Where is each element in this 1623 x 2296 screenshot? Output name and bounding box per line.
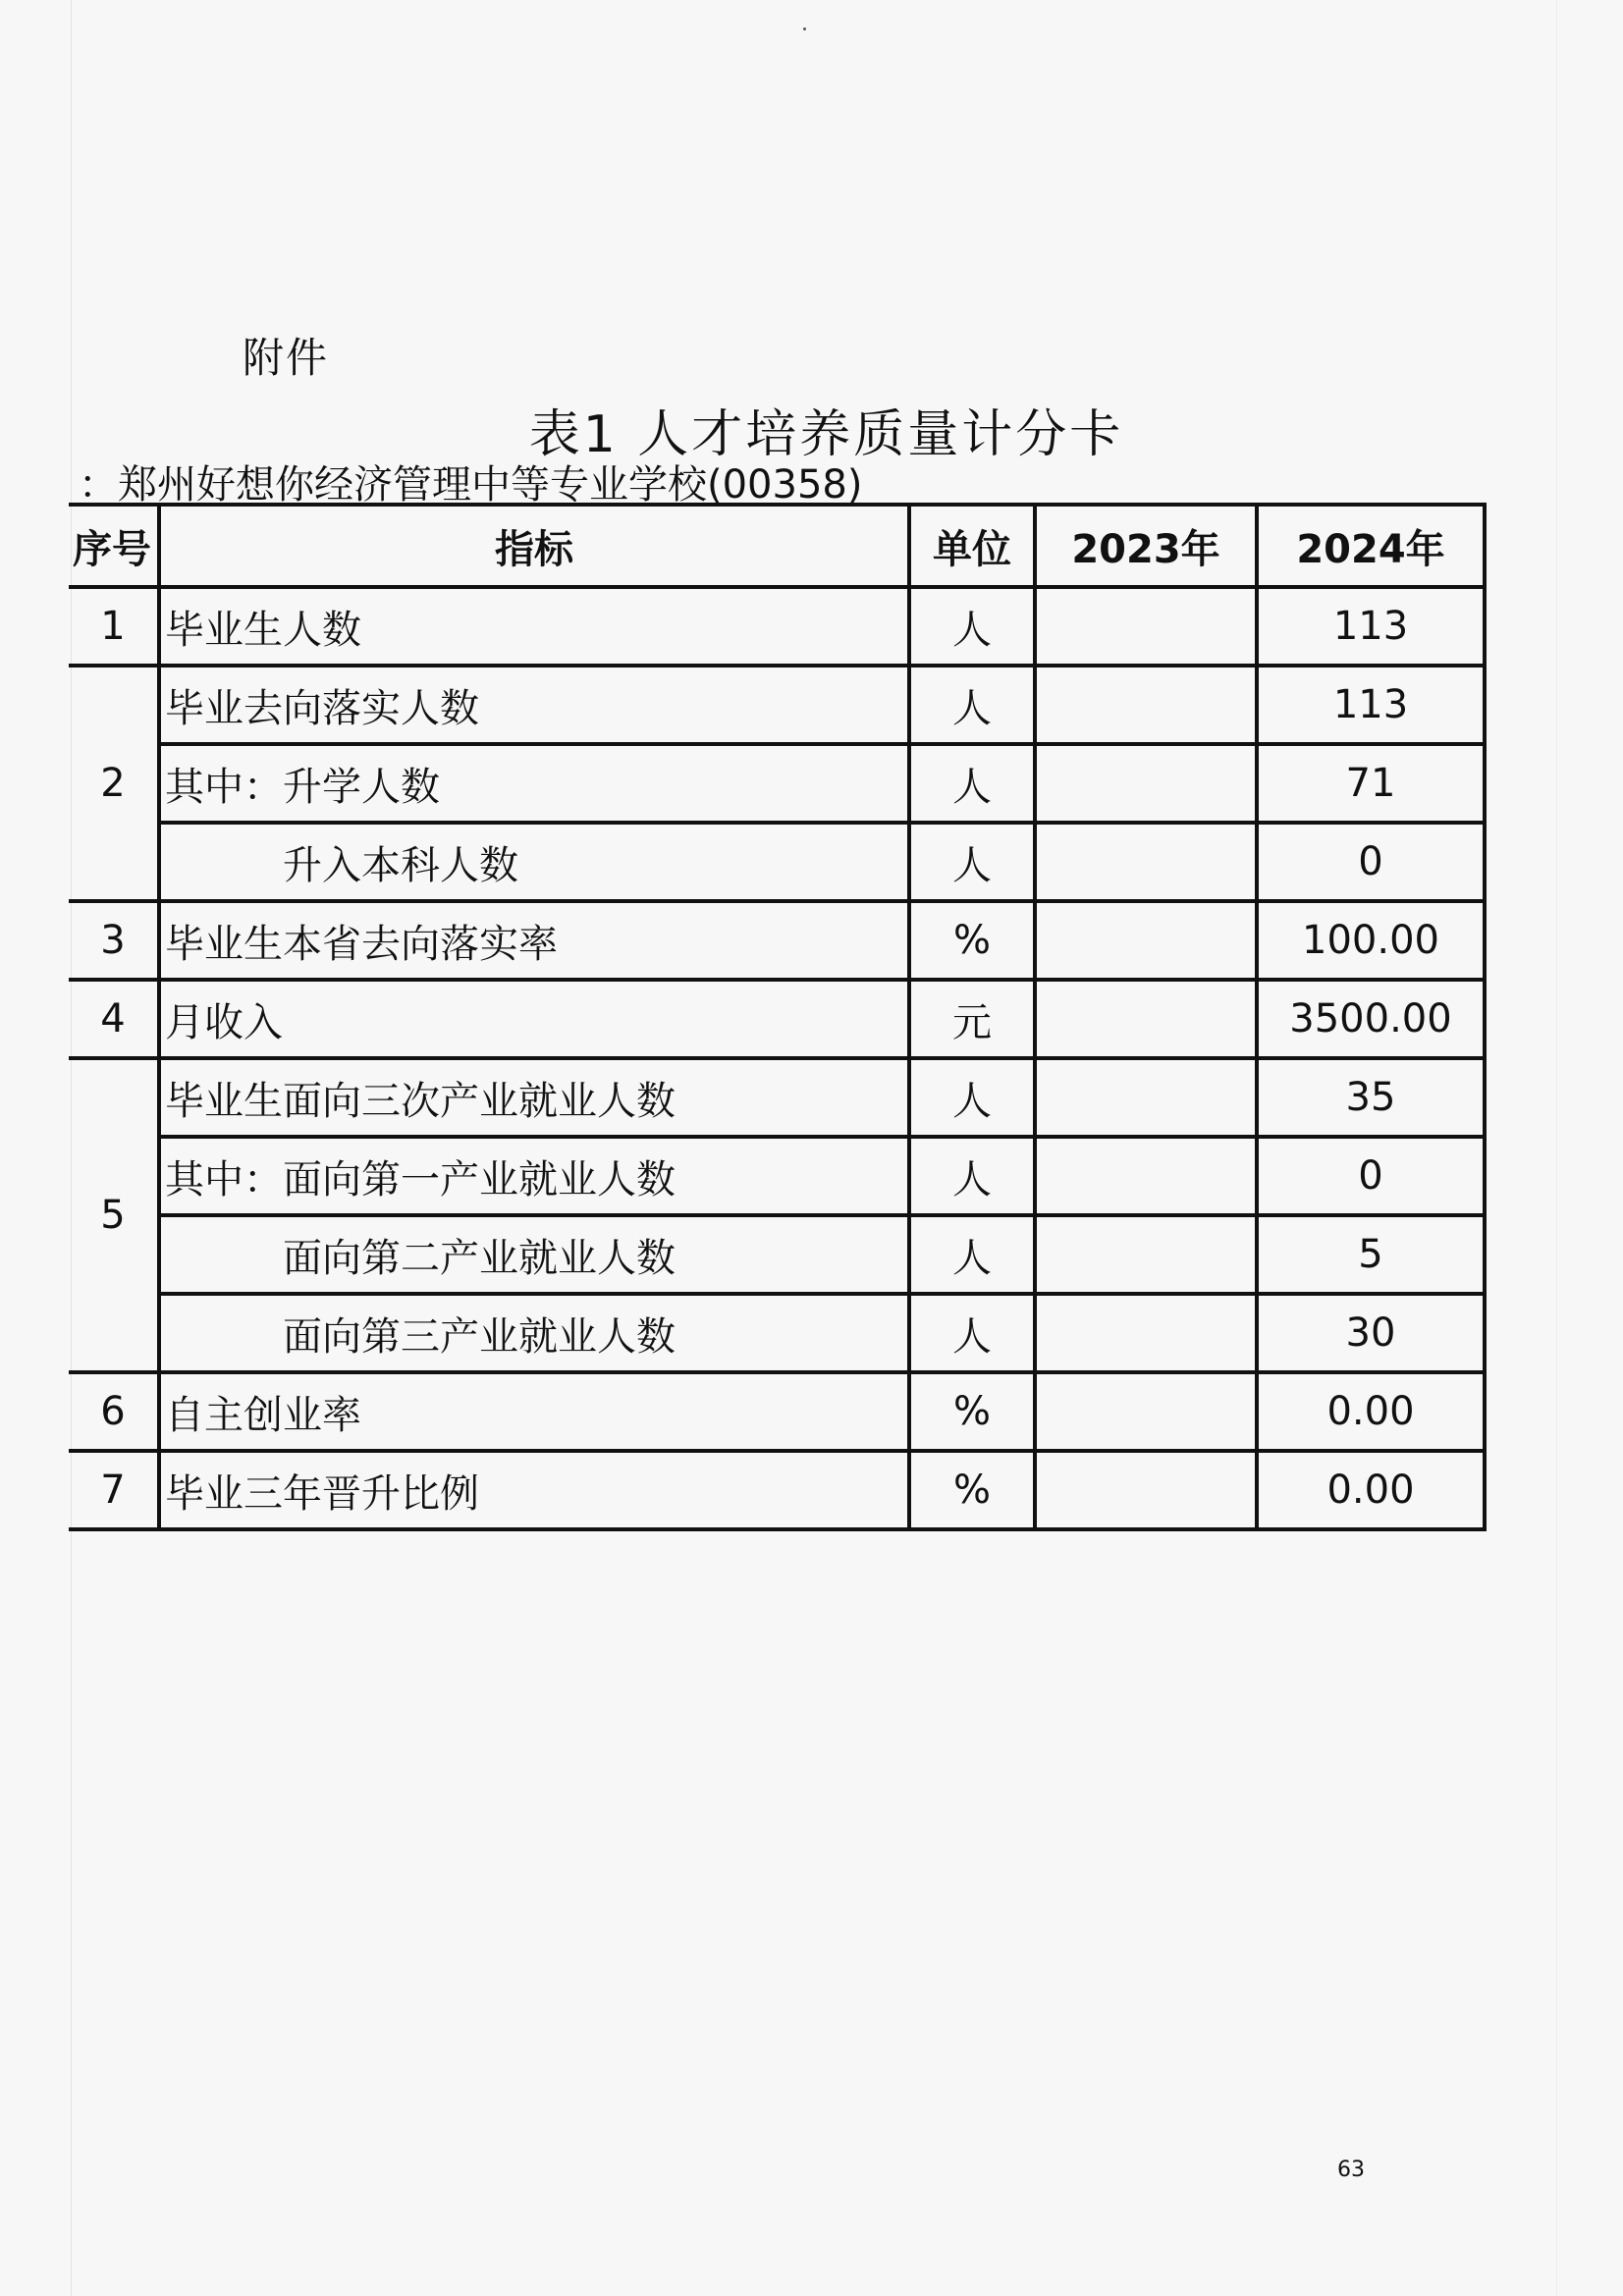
header-2023: 2023年 <box>1035 505 1257 587</box>
school-name: ：郑州好想你经济管理中等专业学校(00358) <box>79 462 863 507</box>
row-indicator: 面向第三产业就业人数 <box>159 1294 909 1372</box>
table-row <box>69 1137 1485 1215</box>
row-unit: 人 <box>909 666 1035 744</box>
row-value-2024: 3500.00 <box>1257 980 1485 1058</box>
row-unit: 人 <box>909 1215 1035 1294</box>
table-row <box>69 744 1485 823</box>
row-indicator: 毕业生面向三次产业就业人数 <box>159 1058 909 1137</box>
row-value-2024: 71 <box>1257 744 1485 823</box>
row-value-2024: 30 <box>1257 1294 1485 1372</box>
row-indicator: 毕业生本省去向落实率 <box>159 901 909 980</box>
row-indicator: 升入本科人数 <box>159 823 909 901</box>
row-value-2024: 0.00 <box>1257 1372 1485 1451</box>
row-unit: 人 <box>909 1294 1035 1372</box>
row-value-2024: 100.00 <box>1257 901 1485 980</box>
row-unit: 人 <box>909 744 1035 823</box>
row-indicator: 毕业生人数 <box>159 587 909 666</box>
header-unit: 单位 <box>909 505 1035 587</box>
table-row <box>69 1294 1485 1372</box>
table-title: 表1 人才培养质量计分卡 <box>528 405 1124 464</box>
row-value-2024: 113 <box>1257 666 1485 744</box>
page-right-edge <box>1556 0 1557 2296</box>
row-value-2023 <box>1035 823 1257 901</box>
row-value-2024: 35 <box>1257 1058 1485 1137</box>
row-seq: 1 <box>69 587 159 666</box>
table-row <box>69 587 1485 666</box>
table-row <box>69 1372 1485 1451</box>
row-unit: 人 <box>909 587 1035 666</box>
page-number: 63 <box>1337 2158 1365 2182</box>
row-indicator: 毕业去向落实人数 <box>159 666 909 744</box>
row-indicator: 其中：面向第一产业就业人数 <box>159 1137 909 1215</box>
row-value-2024: 0 <box>1257 823 1485 901</box>
row-value-2023 <box>1035 1451 1257 1529</box>
row-value-2023 <box>1035 666 1257 744</box>
row-indicator: 月收入 <box>159 980 909 1058</box>
row-unit: 人 <box>909 1058 1035 1137</box>
header-indicator: 指标 <box>159 505 909 587</box>
row-value-2023 <box>1035 744 1257 823</box>
header-2024: 2024年 <box>1257 505 1485 587</box>
row-unit: % <box>909 1372 1035 1451</box>
table-row <box>69 1451 1485 1529</box>
row-value-2024: 0 <box>1257 1137 1485 1215</box>
row-unit: 元 <box>909 980 1035 1058</box>
table-row <box>69 823 1485 901</box>
row-value-2023 <box>1035 1137 1257 1215</box>
row-seq: 2 <box>69 666 159 901</box>
row-value-2024: 0.00 <box>1257 1451 1485 1529</box>
row-unit: % <box>909 1451 1035 1529</box>
row-value-2023 <box>1035 1058 1257 1137</box>
scan-speck <box>803 27 806 30</box>
row-indicator: 自主创业率 <box>159 1372 909 1451</box>
row-seq: 4 <box>69 980 159 1058</box>
row-indicator: 毕业三年晋升比例 <box>159 1451 909 1529</box>
table-header-row <box>69 505 1485 587</box>
row-unit: 人 <box>909 823 1035 901</box>
row-value-2024: 113 <box>1257 587 1485 666</box>
row-unit: % <box>909 901 1035 980</box>
row-value-2024: 5 <box>1257 1215 1485 1294</box>
table-row <box>69 901 1485 980</box>
row-value-2023 <box>1035 1215 1257 1294</box>
attachment-label: 附件 <box>243 334 330 382</box>
row-seq: 6 <box>69 1372 159 1451</box>
header-seq: 序号 <box>69 505 159 587</box>
row-seq: 5 <box>69 1058 159 1372</box>
table-row <box>69 1058 1485 1137</box>
row-unit: 人 <box>909 1137 1035 1215</box>
row-value-2023 <box>1035 901 1257 980</box>
row-value-2023 <box>1035 1294 1257 1372</box>
row-indicator: 其中：升学人数 <box>159 744 909 823</box>
table-row <box>69 666 1485 744</box>
quality-score-table <box>69 503 1487 1531</box>
row-seq: 7 <box>69 1451 159 1529</box>
row-value-2023 <box>1035 1372 1257 1451</box>
table-row <box>69 1215 1485 1294</box>
row-seq: 3 <box>69 901 159 980</box>
row-value-2023 <box>1035 980 1257 1058</box>
row-indicator: 面向第二产业就业人数 <box>159 1215 909 1294</box>
row-value-2023 <box>1035 587 1257 666</box>
table-row <box>69 980 1485 1058</box>
